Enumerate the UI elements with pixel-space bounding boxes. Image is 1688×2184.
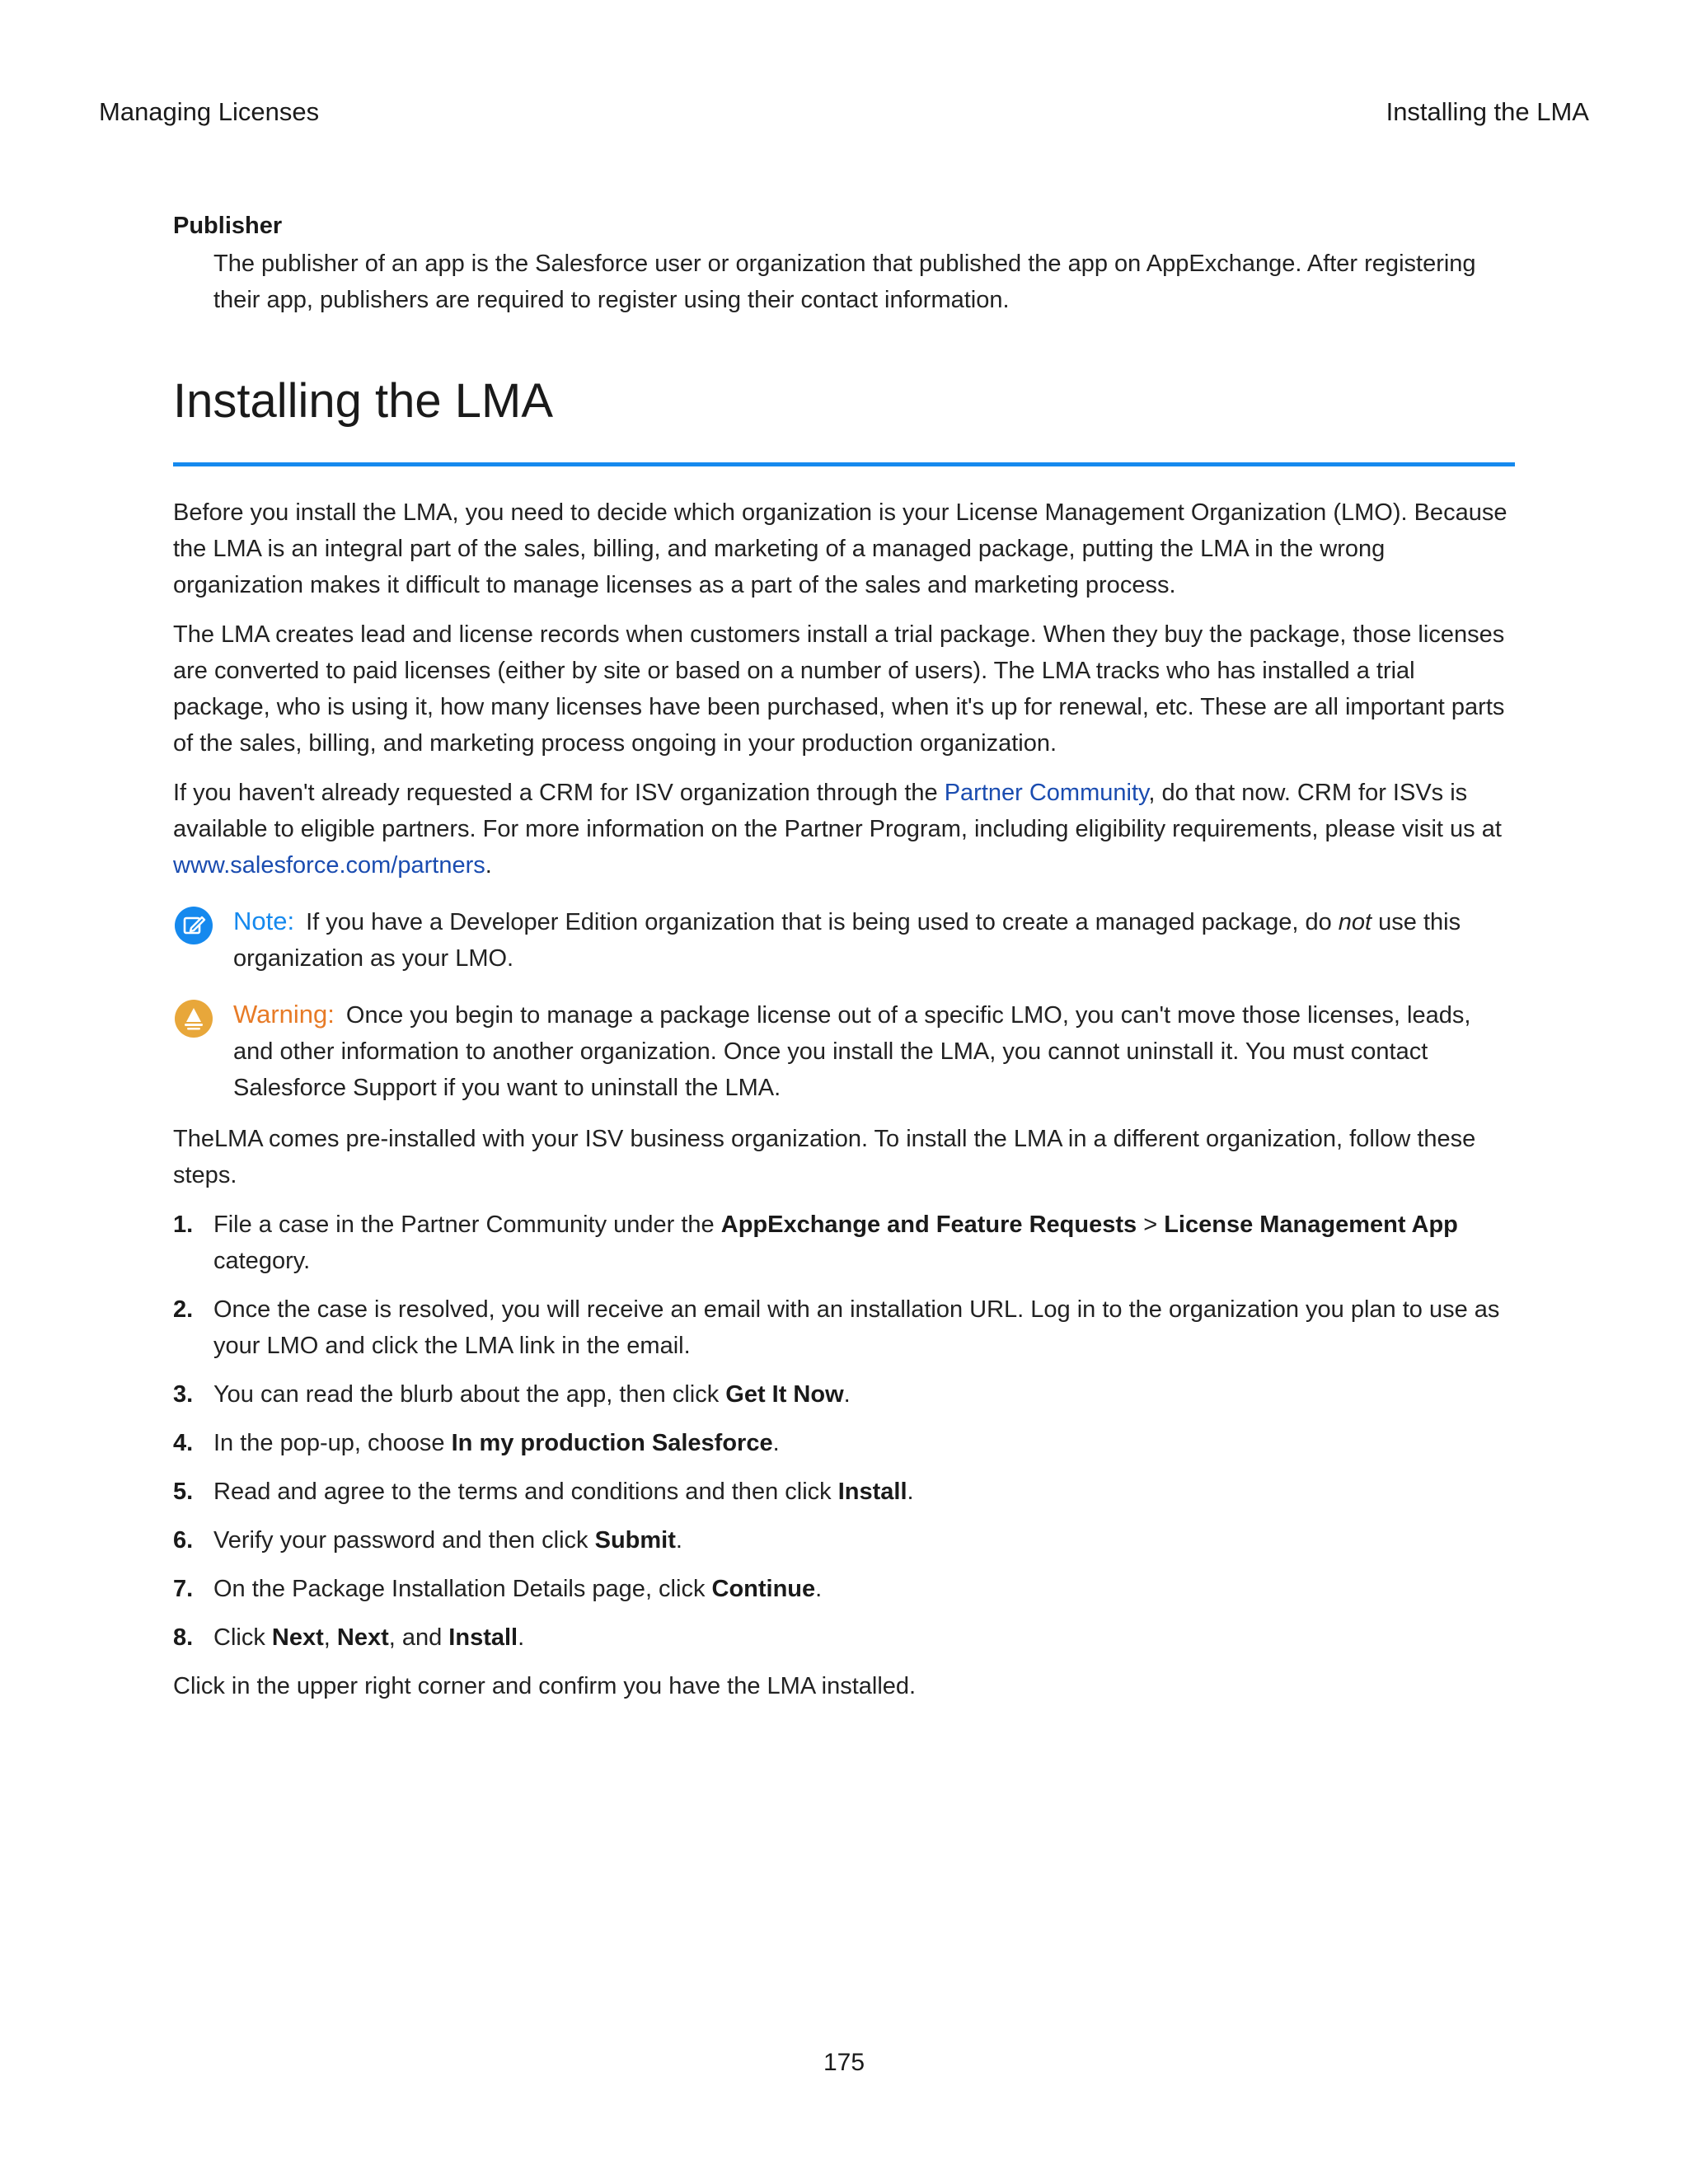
step-item — [173, 1571, 1515, 1607]
step-item — [173, 1619, 1515, 1656]
warning-icon — [175, 1000, 213, 1038]
note-edit-icon — [175, 907, 213, 944]
warning-text: Once you begin to manage a package license out of a specific LMO, you can't move those licenses, leads, and other information to another organization. Once you install the LMA, you cannot uninstall it. You must contact Salesforce Support if you want to uninstall the LMA. — [233, 1001, 1471, 1101]
step-item — [173, 1425, 1515, 1461]
step-number: 5. — [173, 1478, 194, 1505]
step-number: 8. — [173, 1624, 194, 1651]
steps-intro: TheLMA comes pre-installed with your ISV business organization. To install the LMA in a different organization, follow these steps. — [173, 1125, 1476, 1188]
salesforce-partners-link[interactable]: www.salesforce.com/partners — [173, 851, 485, 879]
step-number: 6. — [173, 1526, 194, 1554]
definition-entry — [173, 209, 1515, 318]
step-ui-label: Submit — [594, 1526, 676, 1554]
step-item — [173, 1207, 1515, 1279]
partner-community-link[interactable]: Partner Community — [944, 779, 1149, 806]
step-text: . — [772, 1429, 780, 1456]
step-ui-label: Next — [336, 1624, 389, 1651]
step-ui-label: Continue — [711, 1575, 816, 1602]
step-text: Click — [213, 1624, 272, 1651]
install-steps-list — [173, 1207, 1515, 1656]
header-section-title: Installing the LMA — [1386, 97, 1589, 126]
definition-term: Publisher — [173, 213, 283, 239]
step-number: 2. — [173, 1296, 194, 1323]
step-text: . — [815, 1575, 823, 1602]
step-text: . — [675, 1526, 682, 1554]
title-underline — [173, 462, 1515, 466]
section-title: Installing the LMA — [173, 374, 554, 428]
header-chapter-title: Managing Licenses — [99, 97, 320, 126]
definition-body: The publisher of an app is the Salesforce user or organization that published the app on AppExchange. After registering their app, publishers are required to register using their contact information. — [213, 251, 1476, 313]
step-number: 4. — [173, 1429, 194, 1456]
paragraph-lmo-decision: Before you install the LMA, you need to decide which organization is your License Management Organization (LMO). Because the LMA is an integral part of the sales, billing, and marketing of a managed package, putting the LMA in the wrong organization makes it difficult to manage licenses as a part of the sales and marketing process. — [173, 499, 1507, 598]
p3-text-before: If you haven't already requested a CRM for ISV organization through the — [173, 779, 945, 806]
step-text: , — [323, 1624, 337, 1651]
warning-callout — [173, 996, 1515, 1106]
running-header — [99, 97, 1589, 134]
note-callout — [173, 903, 1515, 977]
step-text: . — [843, 1380, 851, 1408]
p3-text-after: . — [485, 851, 492, 879]
step-text: Verify your password and then click — [213, 1526, 595, 1554]
step-text: Once the case is resolved, you will receive an email with an installation URL. Log in to the organization you plan to use as your LMO and click the LMA link in the email. — [213, 1296, 1500, 1359]
note-text-before: If you have a Developer Edition organization that is being used to create a managed package, do — [306, 908, 1339, 935]
step-text: . — [907, 1478, 914, 1505]
step-text: , and — [388, 1624, 449, 1651]
step-ui-label: Install — [448, 1624, 518, 1651]
step-ui-label: Get It Now — [725, 1380, 844, 1408]
step-text: File a case in the Partner Community under the — [213, 1211, 721, 1238]
step-text: category. — [213, 1247, 311, 1274]
paragraph-lma-records: The LMA creates lead and license records when customers install a trial package. When they buy the package, those licenses are converted to paid licenses (either by site or based on a number of users). The LMA tracks who has installed a trial package, who is using it, how many licenses have been purchased, when it's up for renewal, etc. These are all important parts of the sales, billing, and marketing process ongoing in your production organization. — [173, 621, 1505, 757]
step-ui-label: In my production Salesforce — [451, 1429, 773, 1456]
warning-label: Warning: — [233, 999, 335, 1029]
closing-paragraph: Click in the upper right corner and confirm you have the LMA installed. — [173, 1672, 917, 1699]
page-number: 175 — [823, 2049, 865, 2076]
step-ui-label: Next — [271, 1624, 324, 1651]
step-item — [173, 1474, 1515, 1510]
step-number: 1. — [173, 1211, 194, 1238]
paragraph-partner-community — [173, 775, 1515, 883]
step-item — [173, 1291, 1515, 1364]
step-item — [173, 1376, 1515, 1413]
note-emphasis: not — [1338, 908, 1372, 935]
note-text-after: use this organization as your LMO. — [233, 908, 1461, 972]
step-text: . — [518, 1624, 525, 1651]
step-ui-label: Install — [837, 1478, 907, 1505]
step-text: You can read the blurb about the app, then click — [213, 1380, 726, 1408]
step-ui-label: License Management App — [1164, 1211, 1458, 1238]
p3-text-middle: , do that now. CRM for ISVs is available to eligible partners. For more information on the Partner Program, including eligibility requirements, please visit us at — [173, 779, 1502, 842]
step-number: 7. — [173, 1575, 194, 1602]
step-text: In the pop-up, choose — [213, 1429, 452, 1456]
step-text: > — [1137, 1211, 1165, 1238]
note-label: Note: — [233, 906, 295, 935]
step-ui-label: AppExchange and Feature Requests — [720, 1211, 1137, 1238]
step-text: On the Package Installation Details page, click — [213, 1575, 712, 1602]
step-item — [173, 1522, 1515, 1558]
step-text: Read and agree to the terms and conditions and then click — [213, 1478, 838, 1505]
step-number: 3. — [173, 1380, 194, 1408]
page-content — [173, 209, 1515, 1718]
